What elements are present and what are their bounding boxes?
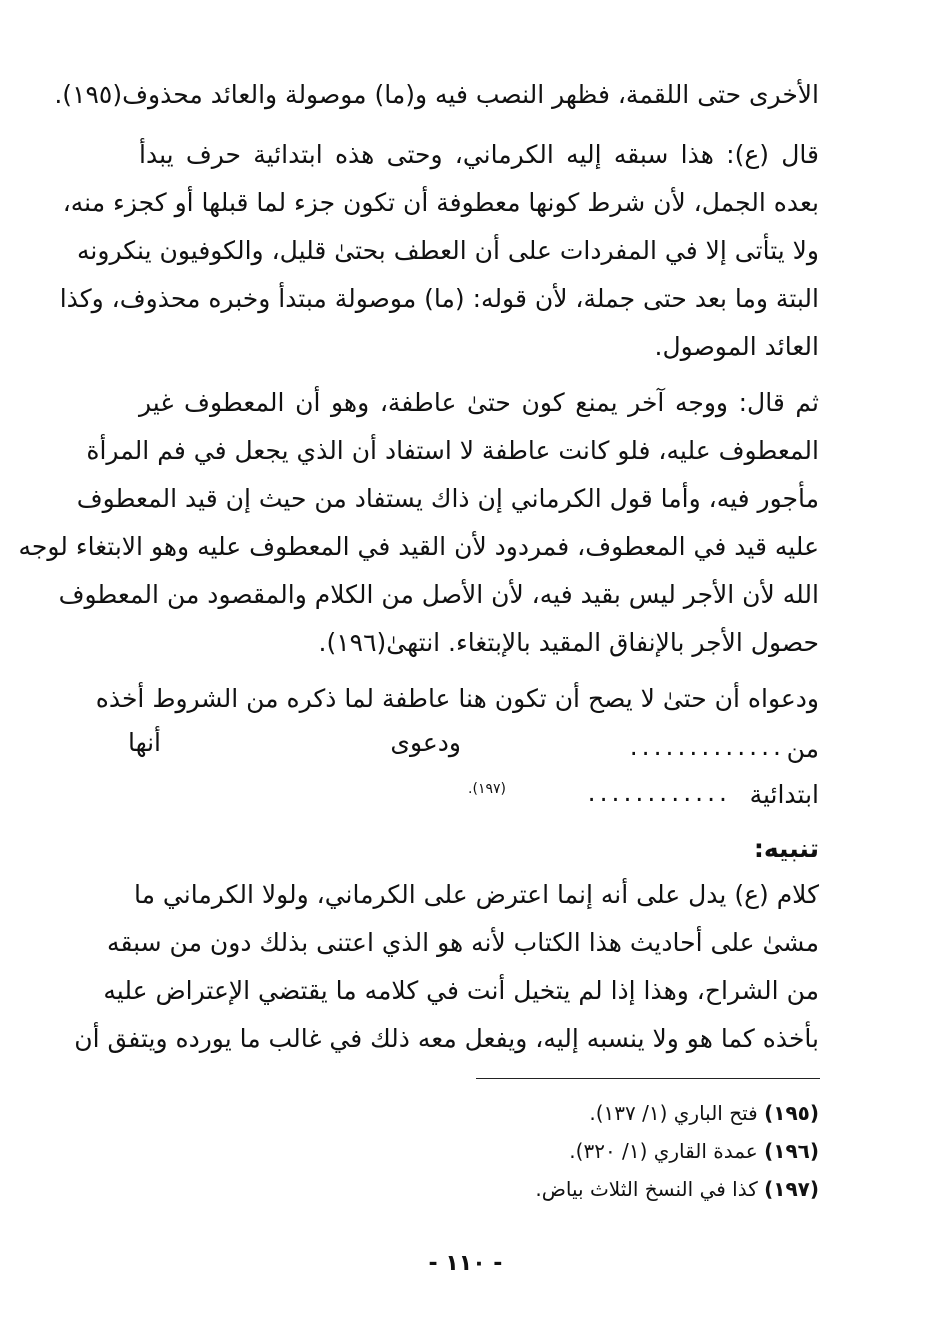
text-line: العائد الموصول.	[654, 332, 819, 361]
section-heading: تنبيه:	[753, 834, 819, 863]
text-line: الأخرى حتى اللقمة، فظهر النصب فيه و(ما) موصولة والعائد محذوف(١٩٥).	[54, 80, 819, 109]
text-line: مشىٰ على أحاديث هذا الكتاب لأنه هو الذي اعتنى بذلك دون من سبقه	[107, 928, 819, 957]
footnote	[589, 1100, 819, 1126]
gap-line-end-word: أنها	[127, 728, 161, 757]
footnote-number: (١٩٥)	[764, 1101, 819, 1125]
footnote-text: عمدة القاري (١/ ٣٢٠).	[569, 1139, 758, 1163]
text-line: عليه قيد في المعطوف، فمردود لأن القيد في المعطوف عليه وهو الابتغاء لوجه	[18, 532, 819, 561]
text-line: المعطوف عليه، فلو كانت عاطفة لا استفاد أن الذي يجعل في فم المرأة	[86, 436, 819, 465]
footnote-number: (١٩٧)	[764, 1177, 819, 1201]
footnote-number: (١٩٦)	[764, 1139, 819, 1163]
footnote	[535, 1176, 819, 1202]
text-line: ولا يتأتى إلا في المفردات على أن العطف بحتىٰ قليل، والكوفيون ينكرونه	[77, 236, 819, 265]
text-line: ثم قال: ووجه آخر يمنع كون حتىٰ عاطفة، وهو أن المعطوف غير	[139, 388, 819, 417]
footnote-separator	[476, 1078, 820, 1079]
gap-dots: ............	[587, 778, 731, 807]
text-line: حصول الأجر بالإنفاق المقيد بالإبتغاء. انتهىٰ(١٩٦).	[318, 628, 819, 657]
text-line: قال (ع): هذا سبقه إليه الكرماني، وحتى هذه ابتدائية حرف يبدأ	[139, 140, 819, 169]
text-line: بعده الجمل، لأن شرط كونها معطوفة أن تكون جزء لما قبلها أو كجزء منه،	[62, 188, 819, 217]
gap-line-middle-word: ودعوى	[390, 728, 461, 757]
footnote	[569, 1138, 819, 1164]
text-line: البتة وما بعد حتى جملة، لأن قوله: (ما) موصولة مبتدأ وخبره محذوف، وكذا	[59, 284, 819, 313]
text-line: مأجور فيه، وأما قول الكرماني إن ذاك يستفاد من حيث إن قيد المعطوف	[76, 484, 819, 513]
footnote-reference: (١٩٧).	[468, 781, 506, 797]
gap-line-start-word: من	[786, 734, 819, 763]
footnote-text: كذا في النسخ الثلاث بياض.	[535, 1177, 758, 1201]
text-line: كلام (ع) يدل على أنه إنما اعترض على الكرماني، ولولا الكرماني ما	[133, 880, 819, 909]
text-line: ودعواه أن حتىٰ لا يصح أن تكون هنا عاطفة لما ذكره من الشروط أخذه	[95, 684, 819, 713]
text-line: بأخذه كما هو ولا ينسبه إليه، ويفعل معه ذلك في غالب ما يورده ويتفق أن	[74, 1024, 819, 1053]
page-number: - ١١٠ -	[428, 1251, 503, 1276]
text-line: الله لأن الأجر ليس بقيد فيه، لأن الأصل من الكلام والمقصود من المعطوف	[58, 580, 819, 609]
gap-dots: .............	[629, 732, 785, 761]
footnote-text: فتح الباري (١/ ١٣٧).	[589, 1101, 758, 1125]
text-line: من الشراح، وهذا إذا لم يتخيل أنت في كلامه ما يقتضي الإعتراض عليه	[103, 976, 819, 1005]
gap-line-start-word: ابتدائية	[749, 780, 819, 809]
